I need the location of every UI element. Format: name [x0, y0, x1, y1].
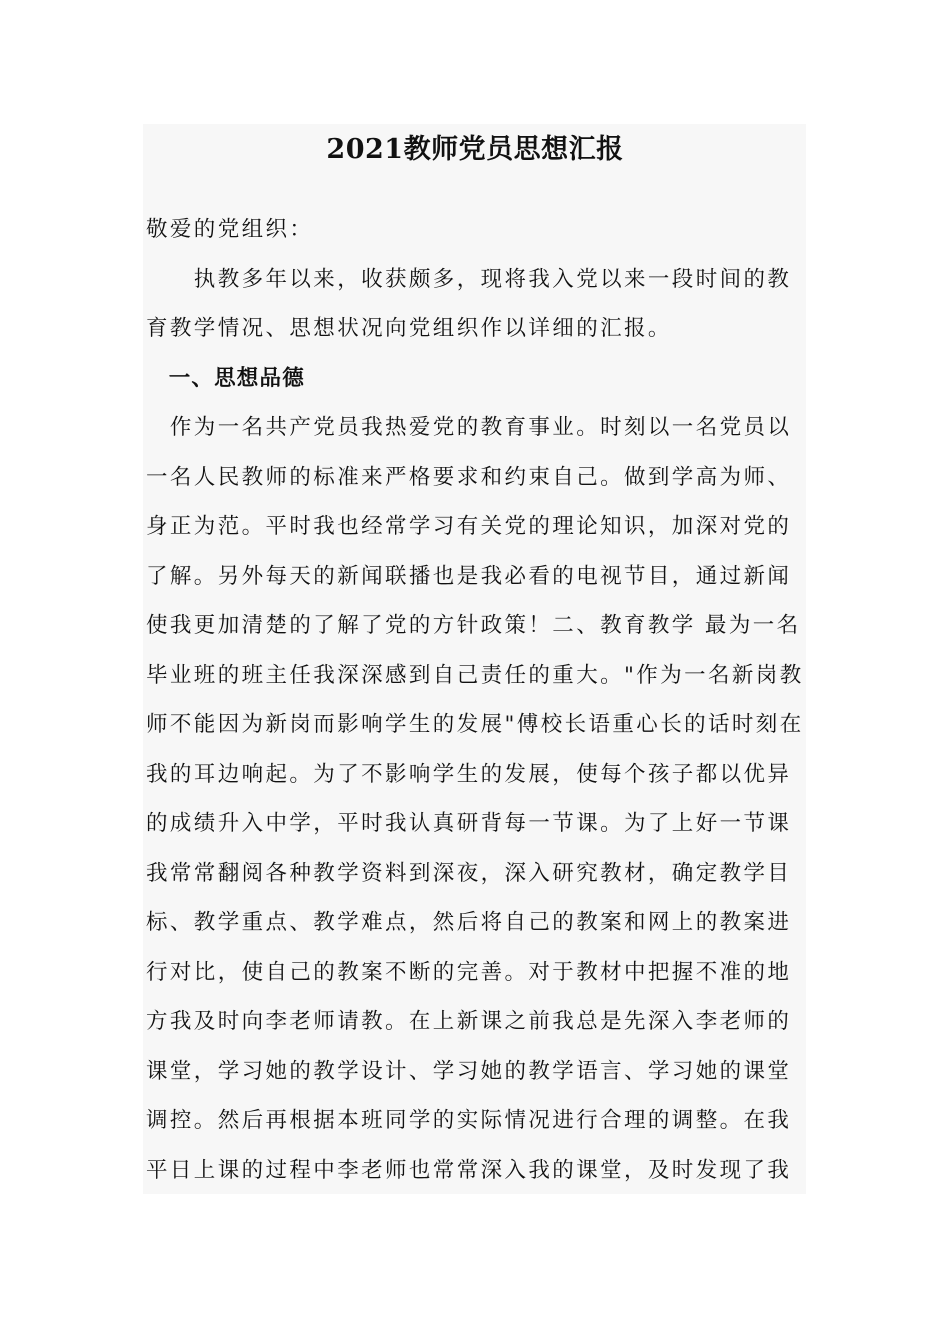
body-line: 行对比，使自己的教案不断的完善。对于教材中把握不准的地 [146, 959, 792, 985]
body-line: 我的耳边响起。为了不影响学生的发展，使每个孩子都以优异 [146, 761, 792, 787]
body-line: 调控。然后再根据本班同学的实际情况进行合理的调整。在我 [146, 1108, 792, 1133]
body-line: 我常常翻阅各种教学资料到深夜，深入研究教材，确定教学目 [146, 860, 792, 886]
body-line: 方我及时向李老师请教。在上新课之前我总是先深入李老师的 [146, 1009, 792, 1034]
body-line: 的成绩升入中学，平时我认真研背每一节课。为了上好一节课 [146, 811, 792, 836]
body-line: 毕业班的班主任我深深感到自己责任的重大。"作为一名新岗教 [146, 662, 804, 688]
document-body [146, 205, 806, 1195]
body-line: 作为一名共产党员我热爱党的教育事业。时刻以一名党员以 [146, 415, 792, 440]
salutation: 敬爱的党组织： [146, 217, 314, 242]
body-line: 了解。另外每天的新闻联播也是我必看的电视节目，通过新闻 [146, 563, 792, 589]
body-line: 标、教学重点、教学难点，然后将自己的教案和网上的教案进 [146, 910, 792, 935]
document-title: 2021教师党员思想汇报 [326, 134, 624, 165]
section-heading: 一、思想品德 [146, 365, 305, 391]
body-line: 身正为范。平时我也经常学习有关党的理论知识，加深对党的 [146, 514, 792, 539]
body-line: 平日上课的过程中李老师也常常深入我的课堂，及时发现了我 [146, 1157, 792, 1183]
body-line: 执教多年以来，收获颇多，现将我入党以来一段时间的教 [146, 266, 792, 292]
body-line: 育教学情况、思想状况向党组织作以详细的汇报。 [146, 316, 672, 341]
body-line: 一名人民教师的标准来严格要求和约束自己。做到学高为师、 [146, 464, 792, 490]
body-line: 课堂，学习她的教学设计、学习她的教学语言、学习她的课堂 [146, 1058, 792, 1084]
body-line: 师不能因为新岗而影响学生的发展"傅校长语重心长的话时刻在 [146, 712, 804, 737]
body-line: 使我更加清楚的了解了党的方针政策！二、教育教学 最为一名 [146, 613, 801, 638]
